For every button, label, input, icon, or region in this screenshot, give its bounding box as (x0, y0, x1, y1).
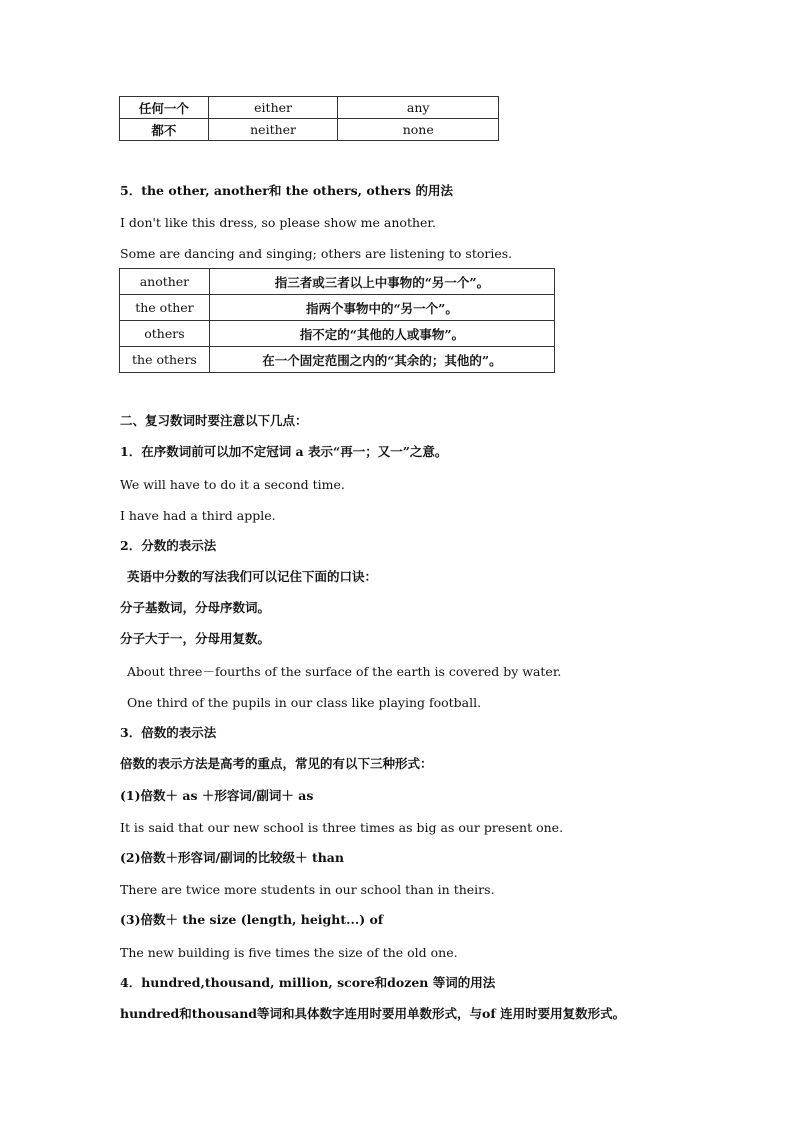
table-cell: 都不 (120, 119, 209, 141)
table-cell: others (120, 321, 210, 347)
multiple-form-3: (3)倍数＋ the size (length, height...) of (120, 912, 384, 927)
table-cell: neither (208, 119, 338, 141)
point-1-title: 1．在序数词前可以加不定冠词 a 表示“再一；又一”之意。 (120, 444, 448, 459)
example-sentence: One third of the pupils in our class like playing football. (127, 695, 482, 710)
example-sentence: I have had a third apple. (120, 508, 276, 523)
example-sentence: There are twice more students in our school than in theirs. (120, 882, 495, 897)
part-2-heading: 二、复习数词时要注意以下几点： (120, 413, 308, 428)
multiple-form-1: (1)倍数＋ as ＋形容词/副词＋ as (120, 788, 314, 803)
table-row (120, 269, 555, 295)
example-sentence: Some are dancing and singing; others are listening to stories. (120, 246, 513, 261)
point-4-title: 4．hundred,thousand, million, score和dozen 等词的用法 (120, 975, 496, 990)
table-row (120, 119, 499, 141)
point-2-title: 2．分数的表示法 (120, 538, 217, 553)
pronoun-table-any-none (119, 96, 499, 141)
fraction-rule: 分子基数词，分母序数词。 (120, 600, 271, 615)
section-5-heading: 5．the other, another和 the others, others 的用法 (120, 183, 453, 198)
fraction-rule: 分子大于一，分母用复数。 (120, 631, 271, 646)
point-4-text: hundred和thousand等词和具体数字连用时要用单数形式，与of 连用时要用复数形式。 (120, 1006, 626, 1021)
point-3-title: 3．倍数的表示法 (120, 725, 217, 740)
table-cell: 在一个固定范围之内的“其余的；其他的”。 (209, 347, 554, 373)
example-sentence: It is said that our new school is three times as big as our present one. (120, 820, 564, 835)
table-row (120, 347, 555, 373)
table-cell: the others (120, 347, 210, 373)
table-cell: any (338, 97, 499, 119)
table-cell: another (120, 269, 210, 295)
example-sentence: The new building is five times the size of the old one. (120, 945, 458, 960)
other-another-table (119, 268, 555, 373)
table-cell: 指不定的“其他的人或事物”。 (209, 321, 554, 347)
table-cell: 指两个事物中的“另一个”。 (209, 295, 554, 321)
fraction-intro: 英语中分数的写法我们可以记住下面的口诀： (127, 569, 378, 584)
example-sentence: We will have to do it a second time. (120, 477, 345, 492)
table-cell: 指三者或三者以上中事物的“另一个”。 (209, 269, 554, 295)
example-sentence: I don't like this dress, so please show me another. (120, 215, 436, 230)
multiple-form-2: (2)倍数＋形容词/副词的比较级＋ than (120, 850, 344, 865)
example-sentence: About three－fourths of the surface of the earth is covered by water. (127, 664, 562, 679)
table-cell: either (208, 97, 338, 119)
table-row (120, 295, 555, 321)
table-row (120, 321, 555, 347)
table-cell: none (338, 119, 499, 141)
table-cell: the other (120, 295, 210, 321)
table-cell: 任何一个 (120, 97, 209, 119)
multiple-intro: 倍数的表示方法是高考的重点，常见的有以下三种形式： (120, 756, 433, 771)
table-row (120, 97, 499, 119)
